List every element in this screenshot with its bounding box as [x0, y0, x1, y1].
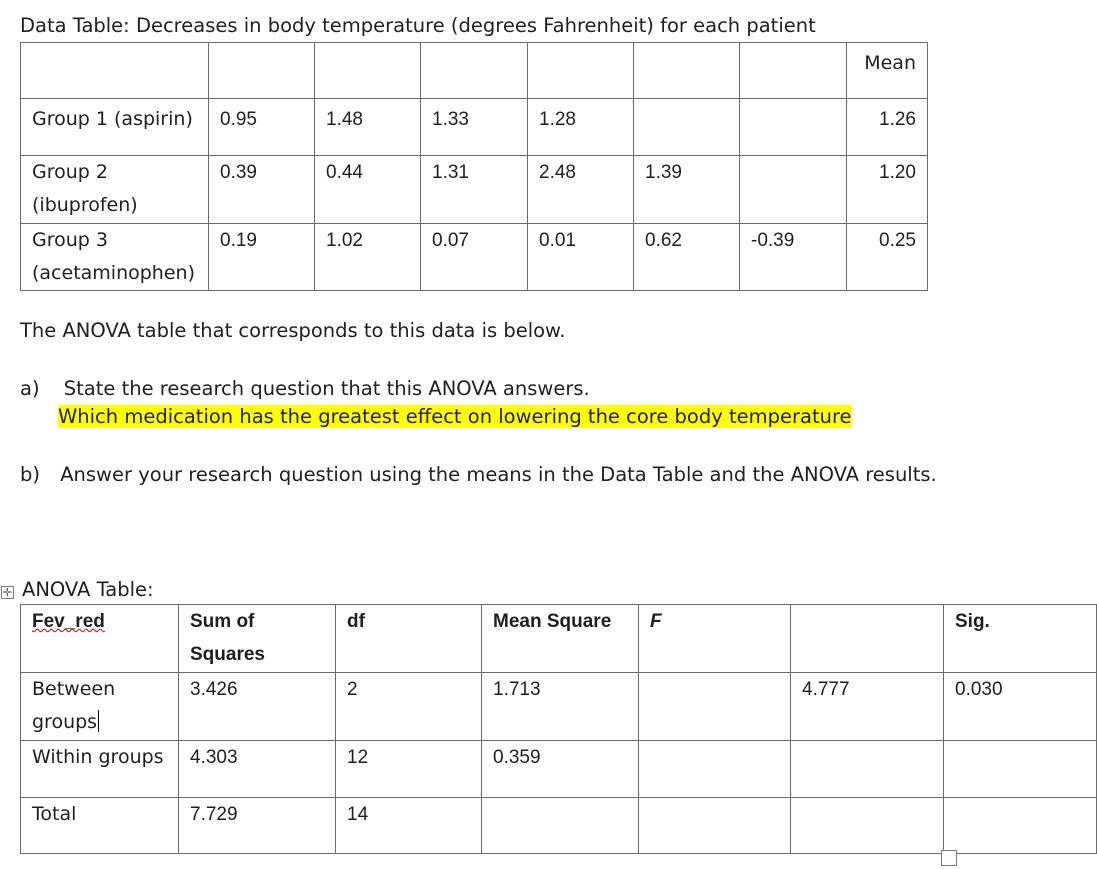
table-cell [482, 741, 639, 798]
df-value: 12 [347, 747, 369, 768]
value-cell: 0.62 [645, 230, 682, 251]
variable-name: Fev_red [32, 611, 105, 632]
value-cell: 1.02 [326, 230, 363, 251]
question-b-text: Answer your research question using the means in the Data Table and the ANOVA results. [60, 463, 937, 486]
table-cell [209, 43, 315, 99]
table-cell [421, 99, 528, 156]
group-label-line1: Group 2 [32, 161, 108, 183]
mean-value: 1.20 [879, 162, 916, 183]
source-label: Total [32, 803, 77, 825]
table-cell [179, 741, 336, 798]
question-a-answer[interactable] [58, 405, 852, 428]
table-cell [421, 156, 528, 224]
highlighted-answer[interactable]: Which medication has the greatest effect on lowering the core body temperature [58, 405, 852, 428]
table-cell [528, 43, 634, 99]
table-cell [21, 156, 209, 224]
table-cell [528, 224, 634, 291]
value-cell: 0.44 [326, 162, 363, 183]
table-cell [791, 673, 944, 741]
mean-value: 1.26 [879, 109, 916, 130]
value-cell [634, 99, 739, 103]
group-label [21, 224, 208, 290]
df-value: 2 [347, 679, 358, 700]
table-cell [634, 99, 740, 156]
sig-header: Sig. [955, 611, 990, 632]
table-cell [944, 798, 1097, 854]
df-value: 14 [347, 804, 369, 825]
table-cell [847, 156, 928, 224]
value-cell: 1.31 [432, 162, 469, 183]
anova-header-row [21, 605, 1097, 673]
df-header: df [347, 611, 365, 632]
table-cell [634, 156, 740, 224]
table-row [21, 156, 928, 224]
table-cell [336, 605, 482, 673]
data-table [20, 42, 928, 291]
table-cell [639, 673, 791, 741]
question-b-marker: b) [20, 463, 40, 486]
table-cell [944, 605, 1097, 673]
table-cell [21, 43, 209, 99]
table-cell [634, 224, 740, 291]
table-cell [421, 224, 528, 291]
mean-header: Mean [864, 52, 916, 74]
table-cell [847, 99, 928, 156]
source-label-line2: groups [32, 711, 98, 733]
mean-square-header: Mean Square [493, 611, 612, 632]
table-cell [209, 224, 315, 291]
table-cell [740, 43, 847, 99]
table-cell [179, 605, 336, 673]
table-cell [315, 224, 421, 291]
table-cell [847, 224, 928, 291]
value-cell [740, 99, 846, 103]
ms-value: 0.359 [493, 747, 541, 768]
ss-value: 4.303 [190, 747, 238, 768]
table-cell [944, 741, 1097, 798]
table-cell [791, 741, 944, 798]
table-cell [639, 798, 791, 854]
value-cell: 2.48 [539, 162, 576, 183]
group-label-line2: (ibuprofen) [32, 194, 138, 216]
table-cell [740, 99, 847, 156]
value-cell: 0.19 [220, 230, 257, 251]
header-line: Squares [190, 644, 265, 665]
table-cell [21, 224, 209, 291]
table-cell [639, 741, 791, 798]
table-cell [315, 156, 421, 224]
table-cell [528, 99, 634, 156]
table-row [21, 673, 1097, 741]
table-cell [482, 673, 639, 741]
f-header: F [650, 611, 662, 632]
table-move-handle-icon[interactable]: ✛ [2, 586, 13, 599]
anova-caption: ANOVA Table: [22, 578, 154, 601]
group-label-line1: Group 3 [32, 229, 108, 251]
ss-value: 7.729 [190, 804, 238, 825]
table-cell [21, 99, 209, 156]
header-line: Sum of [190, 611, 255, 632]
table-row [21, 741, 1097, 798]
table-cell [639, 605, 791, 673]
table-resize-handle-icon[interactable] [941, 850, 957, 866]
table-cell [21, 798, 179, 854]
question-b [20, 463, 937, 486]
value-cell: 0.95 [220, 109, 257, 130]
value-cell: 0.39 [220, 162, 257, 183]
data-table-header-row [21, 43, 928, 99]
table-cell [315, 43, 421, 99]
group-label [21, 156, 208, 222]
ms-value: 1.713 [493, 679, 541, 700]
table-cell [315, 99, 421, 156]
source-label: Within groups [32, 746, 164, 768]
table-cell [336, 741, 482, 798]
table-cell [740, 224, 847, 291]
value-cell: 1.48 [326, 109, 363, 130]
question-a [20, 377, 590, 400]
table-cell [528, 156, 634, 224]
table-cell [944, 673, 1097, 741]
table-cell [791, 798, 944, 854]
sig-value: 0.030 [955, 679, 1003, 700]
table-cell [634, 43, 740, 99]
question-a-marker: a) [20, 377, 40, 400]
table-cell [209, 156, 315, 224]
group-label: Group 1 (aspirin) [32, 108, 193, 130]
value-cell: 1.39 [645, 162, 682, 183]
table-cell [21, 741, 179, 798]
table-cell [179, 798, 336, 854]
data-table-title: Data Table: Decreases in body temperature (degrees Fahrenheit) for each patient [20, 14, 816, 37]
value-cell: -0.39 [751, 230, 795, 251]
table-row [21, 798, 1097, 854]
table-row [21, 224, 928, 291]
value-cell: 0.07 [432, 230, 469, 251]
mean-header-cell [847, 43, 928, 99]
mean-value: 0.25 [879, 230, 916, 251]
table-cell [791, 605, 944, 673]
table-cell [21, 605, 179, 673]
ss-value: 3.426 [190, 679, 238, 700]
source-label-line1: Between [32, 678, 116, 700]
f-value: 4.777 [802, 679, 850, 700]
intro-paragraph: The ANOVA table that corresponds to this data is below. [20, 319, 566, 342]
table-cell [336, 798, 482, 854]
table-cell [421, 43, 528, 99]
table-row [21, 99, 928, 156]
table-cell [179, 673, 336, 741]
anova-table [20, 604, 1097, 854]
variable-header [21, 605, 178, 638]
text-cursor [98, 710, 99, 732]
table-cell [740, 156, 847, 224]
value-cell: 1.28 [539, 109, 576, 130]
table-cell[interactable] [21, 673, 179, 741]
sum-of-squares-header [179, 605, 335, 671]
table-cell [209, 99, 315, 156]
table-cell [482, 605, 639, 673]
table-cell [336, 673, 482, 741]
question-a-text: State the research question that this ANOVA answers. [63, 377, 590, 400]
value-cell: 1.33 [432, 109, 469, 130]
table-cell [482, 798, 639, 854]
source-label[interactable] [21, 673, 178, 739]
value-cell: 0.01 [539, 230, 576, 251]
group-label-line2: (acetaminophen) [32, 262, 195, 284]
